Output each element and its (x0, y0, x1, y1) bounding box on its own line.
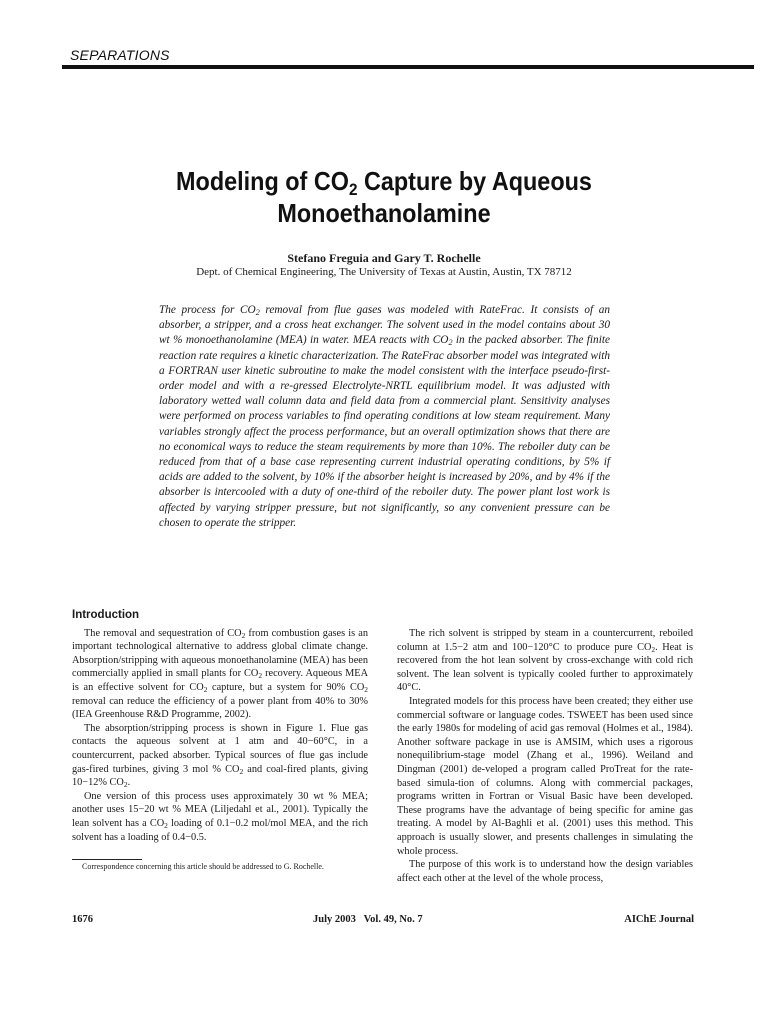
issue-info: July 2003 Vol. 49, No. 7 (313, 914, 423, 925)
paragraph: Integrated models for this process have been created; they either use commercial software or language codes. TSWEET has been used since the early 1980s for modeling of acid gas removal (Holmes et al., 1984). Another software package in use is AMSIM, which uses a rigorous nonequilibrium-stage model (Zhang et al., 1996). Weiland and Dingman (2001) de-veloped a program called ProTreat for the rate-based simula-tion of columns. Along with commercial packages, programs written in Fortran or Visual Basic have been developed. These programs have the advantage of being specific for amine gas treating. A model by Al-Baghli et al. (2001) uses this method. This approach is usually slower, and presents challenges in simulating the whole process. (397, 695, 693, 857)
page-number: 1676 (72, 914, 93, 925)
left-column (72, 609, 368, 844)
journal-name: AIChE Journal (624, 914, 694, 925)
paragraph: One version of this process uses approximately 30 wt % MEA; another uses 15−20 wt % MEA (Liljedahl et al., 2001). Typically the lean solvent has a $CO_2$ loading of 0.1−0.2 mol/mol MEA, and the rich solvent has a loading of 0.4−0.5. (72, 790, 368, 843)
right-column (397, 627, 693, 885)
authors: Stefano Freguia and Gary T. Rochelle (287, 251, 481, 265)
footnote: Correspondence concerning this article should be addressed to G. Rochelle. (82, 862, 324, 871)
header-rule (62, 65, 754, 69)
footnote-rule (72, 859, 142, 860)
paragraph: The purpose of this work is to understand how the design variables affect each other at the level of the whole process, (397, 859, 693, 884)
article-title: Modeling of $CO_2$ Capture by Aqueous Monoethanolamine (176, 166, 592, 228)
section-label: SEPARATIONS (70, 47, 170, 63)
paragraph: The absorption/stripping process is shown in Figure 1. Flue gas contacts the aqueous solvent at 1 atm and 40−60°C, in a countercurrent, packed absorber. Typical sources of flue gas include gas-fired turbines, giving 3 mol % $CO_2$ and coal-fired plants, giving 10−12% $CO_2$. (72, 722, 368, 790)
abstract: The process for $CO_2$ removal from flue gases was modeled with RateFrac. It consists of an absorber, a stripper, and a cross heat exchanger. The solvent used in the model contains about 30 wt % monoethanolamine (MEA) in water. MEA reacts with $CO_2$ in the packed absorber. The finite reaction rate requires a kinetic characterization. The RateFrac absorber model was integrated with a FORTRAN user kinetic subroutine to make the model consistent with the interface pseudo-first-order model and with a re-gressed Electrolyte-NRTL equilibrium model. It was adjusted with laboratory wetted wall column data and field data from a commercial plant. Sensitivity analyses were performed on process variables to find operating conditions at low steam requirement. Many variables strongly affect the process performance, but an overall optimization shows that there are no economical ways to reduce the steam requirements by more than 10%. The reboiler duty can be reduced from that of a base case representing current industrial operating conditions, by 5% if acids are added to the solvent, by 10% if the absorber height is increased by 20%, and by 4% if the absorber is intercooled with a duty of one-third of the reboiler duty. The power plant lost work is affected by varying stripper pressure, but not significantly, so any convenient pressure can be chosen to operate the stripper. (159, 304, 611, 529)
section-heading: Introduction (72, 609, 140, 621)
paragraph: The rich solvent is stripped by steam in a countercurrent, reboiled column at 1.5−2 atm and 100−120°C to produce pure $CO_2$. Heat is recovered from the hot lean solvent by cross-exchange with cold rich solvent. The lean solvent is typically cooled further to approximately 40°C. (397, 628, 694, 694)
affiliation: Dept. of Chemical Engineering, The University of Texas at Austin, Austin, TX 78712 (196, 266, 572, 278)
paragraph: The removal and sequestration of $CO_2$ from combustion gases is an important technological alternative to address global climate change. Absorption/stripping with aqueous monoethanolamine (MEA) has been commercially applied in small plants for $CO_2$ recovery. Aqueous MEA is an effective solvent for $CO_2$ capture, but a system for 90% $CO_2$ removal can reduce the efficiency of a power plant from 40% to 30% (IEA Greenhouse R&D Programme, 2002). (72, 627, 369, 721)
